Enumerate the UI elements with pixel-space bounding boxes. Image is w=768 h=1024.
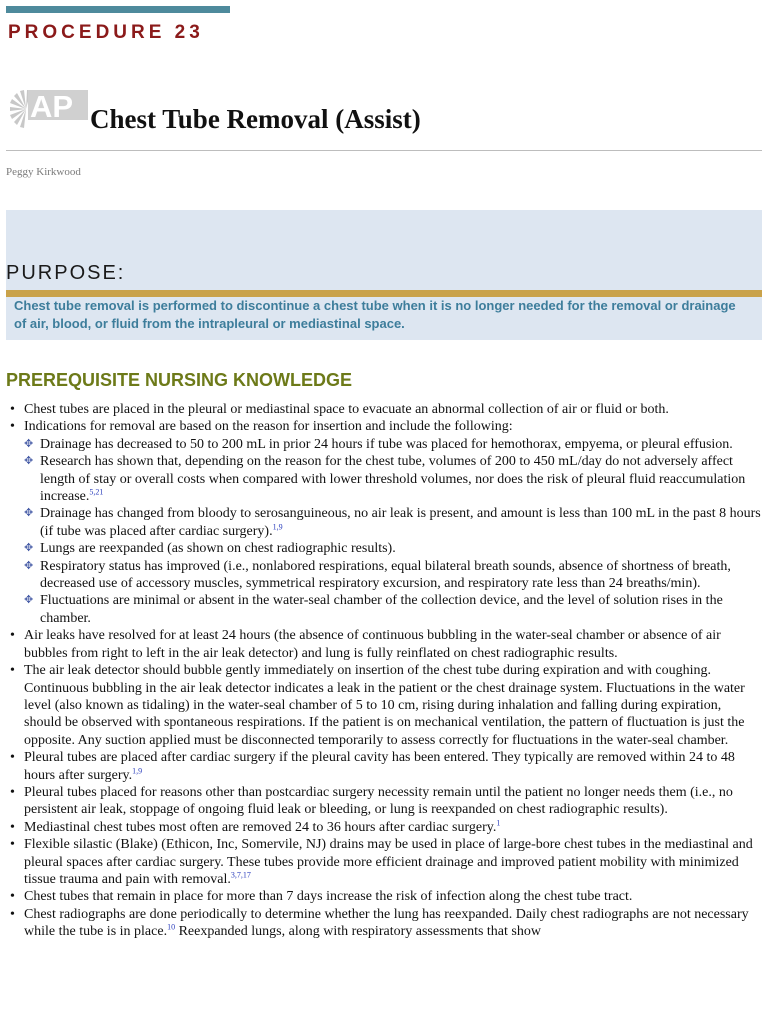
sub-bullet-icon: ✥ [24, 559, 34, 572]
list-item-text: The air leak detector should bubble gently immediately on insertion of the chest tube during expiration and with coughing. Continuous bubbling in the air leak detector indicates a leak in the patient or the chest drainage system. Fluctuations in the water level (also known as tidaling) in the water-seal chamber of 5 to 10 cm, rising during inhalation and falling during expiration, should be observed with spontaneous respirations. If the patient is on mechanical ventilation, the pattern of fluctuation is just the opposite. Any suction applied must be disconnected temporarily to assess correctly for fluctuations in the water-seal chamber. [24, 663, 745, 748]
list-item-text: Chest tubes that remain in place for more than 7 days increase the risk of infection along the chest tube tract. [24, 889, 633, 905]
list-item-text: Flexible silastic (Blake) (Ethicon, Inc, Somervile, NJ) drains may be used in place of large-bore chest tubes in the mediastinal and pleural spaces after cardiac surgery. These tubes provide more efficient drainage and improved patient mobility with minimized tissue trauma and pain with removal. [24, 837, 753, 887]
list-item [6, 784, 762, 819]
prerequisite-list [6, 401, 762, 941]
list-item-text: Drainage has decreased to 50 to 200 mL in prior 24 hours if tube was placed for hemothorax, empyema, or pleural effusion. [40, 436, 733, 452]
citation-link[interactable]: 1 [496, 818, 501, 828]
bullet: • [10, 837, 15, 853]
bullet: • [10, 663, 15, 679]
sub-bullet-icon: ✥ [24, 437, 34, 450]
sub-list-item [6, 558, 762, 593]
list-item-text: Pleural tubes placed for reasons other than postcardiac surgery necessity remain until the patient no longer needs them (i.e., no persistent air leak, stoppage of ongoing fluid leak or bleeding, or lung is reexpanded on chest radiographic results). [24, 784, 733, 818]
list-item [6, 418, 762, 435]
bullet: • [10, 750, 15, 766]
list-item-text: Chest tubes are placed in the pleural or mediastinal space to evacuate an abnormal collection of air or fluid or both. [24, 402, 669, 417]
purpose-text: Chest tube removal is performed to discontinue a chest tube when it is no longer needed for the removal or drainage of air, blood, or fluid from the intrapleural or mediastinal space. [14, 298, 736, 331]
list-item-text: Drainage has changed from bloody to serosanguineous, no air leak is present, and amount is less than 100 mL in the past 8 hours (if tube was placed after cardiac surgery). [40, 506, 761, 539]
title-divider [6, 150, 762, 151]
sub-list-item [6, 505, 762, 540]
bullet: • [10, 819, 15, 835]
author-name: Peggy Kirkwood [6, 166, 81, 178]
bullet: • [10, 889, 15, 905]
sub-list-item [6, 540, 762, 557]
bullet: • [10, 628, 15, 644]
citation-link[interactable]: 10 [167, 922, 176, 932]
list-item-text: Mediastinal chest tubes most often are removed 24 to 36 hours after cardiac surgery. [24, 819, 497, 835]
bullet: • [10, 419, 15, 435]
ap-logo-icon [6, 86, 90, 132]
citation-link[interactable]: 5,21 [89, 487, 104, 497]
list-item [6, 888, 762, 905]
page-title: Chest Tube Removal (Assist) [90, 104, 421, 134]
sub-bullet-icon: ✥ [24, 542, 34, 555]
prerequisite-heading: PREREQUISITE NURSING KNOWLEDGE [6, 370, 353, 390]
citation-link[interactable]: 1,9 [272, 522, 283, 532]
purpose-section [6, 210, 762, 340]
sub-list-item [6, 436, 762, 453]
procedure-number: PROCEDURE 23 [8, 22, 204, 43]
list-item-text: Lungs are reexpanded (as shown on chest radiographic results). [40, 541, 396, 557]
citation-link[interactable]: 1,9 [132, 765, 143, 775]
sub-list-item [6, 453, 762, 505]
list-item-text: Air leaks have resolved for at least 24 hours (the absence of continuous bubbling in the water-seal chamber or absence of air bubbles from right to left in the air leak detector) and lung is fully reinflated on chest radiographic results. [24, 628, 721, 661]
list-item-text-continued: Reexpanded lungs, along with respiratory assessments that show [175, 924, 541, 940]
list-item-text: Chest radiographs are done periodically to determine whether the lung has reexpanded. Daily chest radiographs are not necessary while the tube is in place. [24, 906, 749, 940]
sub-bullet-icon: ✥ [24, 594, 34, 607]
list-item-text: Research has shown that, depending on the reason for the chest tube, volumes of 200 to 450 mL/day do not adversely affect length of stay or overall costs when compared with lower threshold volumes, nor does the risk of pleural fluid reaccumulation increase. [40, 454, 746, 505]
list-item [6, 836, 762, 888]
list-item [6, 627, 762, 662]
list-item-text: Fluctuations are minimal or absent in the water-seal chamber of the collection device, and the level of solution rises in the chamber. [40, 593, 723, 626]
bullet: • [10, 402, 15, 417]
citation-link[interactable]: 3,7,17 [230, 870, 251, 880]
bullet: • [10, 784, 15, 800]
list-item [6, 906, 762, 941]
list-item [6, 662, 762, 749]
list-item [6, 749, 762, 784]
purpose-accent-bar [6, 290, 762, 297]
list-item-text: Indications for removal are based on the reason for insertion and include the following: [24, 419, 513, 435]
list-item [6, 819, 762, 836]
list-item-text: Pleural tubes are placed after cardiac surgery if the pleural cavity has been entered. They typically are removed within 24 to 48 hours after surgery. [24, 750, 735, 783]
sub-bullet-icon: ✥ [24, 507, 34, 520]
sub-bullet-icon: ✥ [24, 455, 34, 468]
logo-text: AP [30, 89, 74, 124]
bullet: • [10, 906, 15, 922]
list-item-text: Respiratory status has improved (i.e., nonlabored respirations, equal bilateral breath sounds, absence of shortness of breath, decreased use of accessory muscles, symmetrical respiratory excursion, and respiratory rate less than 24 breaths/min). [40, 558, 731, 592]
list-item [6, 401, 762, 418]
purpose-heading: PURPOSE: [6, 262, 126, 284]
header-accent-bar [6, 6, 230, 13]
sub-list-item [6, 592, 762, 627]
